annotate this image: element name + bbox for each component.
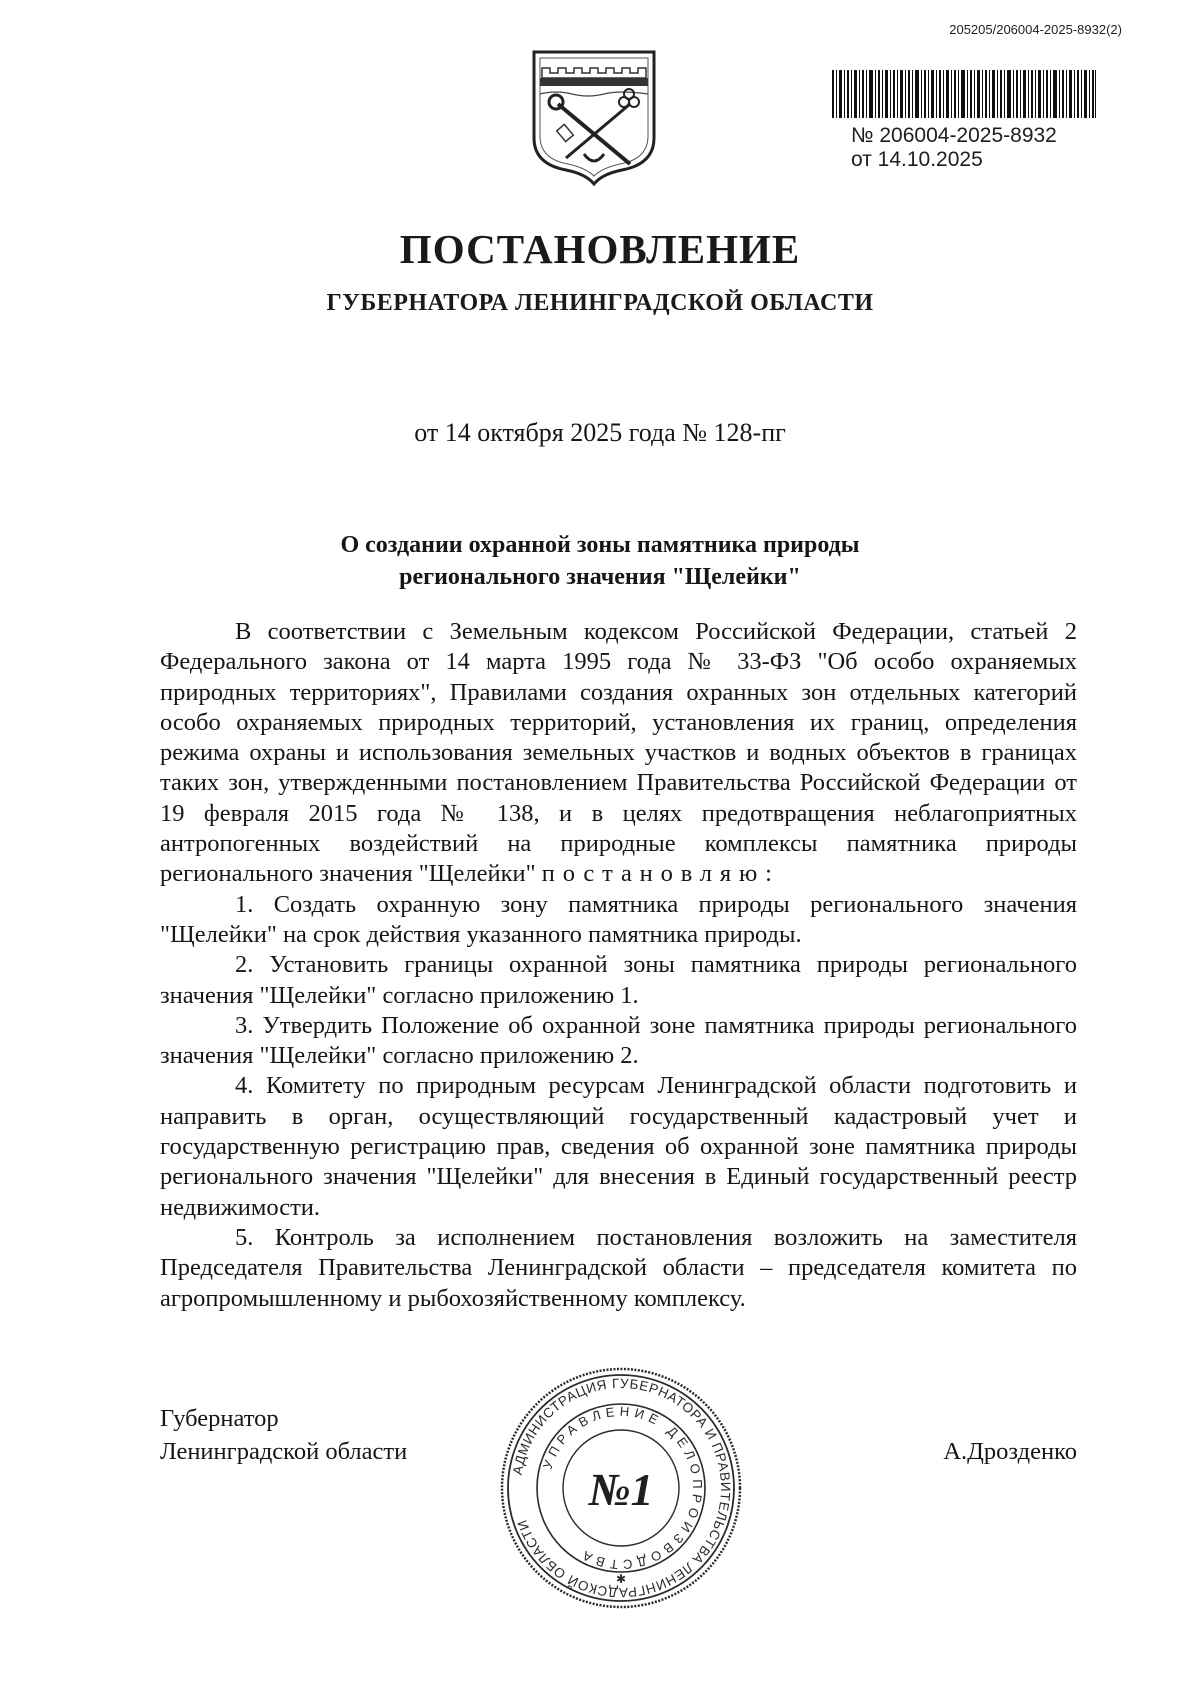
seal-outer-text: АДМИНИСТРАЦИЯ ГУБЕРНАТОРА И ПРАВИТЕЛЬСТВА ЛЕНИНГРАДСКОЙ ОБЛАСТИ [509,1375,734,1601]
seal-inner-text: УПРАВЛЕНИЕ ДЕЛОПРОИЗВОДСТВА [539,1403,706,1573]
decree-item-3: 3. Утвердить Положение об охранной зоне памятника природы регионального значения "Щелейки" согласно приложению 2. [160,1011,1077,1070]
document-subtitle: ГУБЕРНАТОРА ЛЕНИНГРАДСКОЙ ОБЛАСТИ [326,290,874,316]
decree-date-line: от 14 октября 2025 года № 128-пг [414,418,786,447]
heading-line-2: регионального значения "Щелейки" [399,564,801,590]
registration-number: № 206004-2025-8932 [851,124,1057,147]
decree-item-5: 5. Контроль за исполнением постановления возложить на заместителя Председателя Правительства Ленинградской области – председателя комитета по агропромышленному и рыбохозяйственному комплексу. [160,1223,1077,1312]
signatory-name: А.Дрозденко [943,1438,1077,1465]
decree-word: постановляю: [541,860,780,888]
decree-item-1: 1. Создать охранную зону памятника природы регионального значения "Щелейки" на срок действия указанного памятника природы. [160,890,1077,948]
registration-block [851,124,1057,172]
decree-heading [0,529,1200,593]
seal-star-icon: ✱ [615,1572,627,1586]
official-seal-stamp [498,1365,744,1611]
preamble-text: В соответствии с Земельным кодексом Российской Федерации, статьей 2 Федерального закона от 14 марта 1995 года № 33-ФЗ "Об особо охраняемых природных территориях", Правилами создания охранных зон отдельных категорий особо охраняемых природных территорий, установления их границ, определения режима охраны и использования земельных участков и водных объектов в границах таких зон, утвержденными постановлением Правительства Российской Федерации от 19 февраля 2015 года № 138, и в целях предотвращения неблагоприятных антропогенных воздействий на природные комплексы памятника природы регионального значения "Щелейки" [160,618,1077,888]
decree-item-2: 2. Установить границы охранной зоны памятника природы регионального значения "Щелейки" согласно приложению 1. [160,951,1077,1009]
signatory-position [160,1402,407,1468]
coat-of-arms-icon [526,46,662,186]
registration-date: от 14.10.2025 [851,148,983,171]
top-reference-number: 205205/206004-2025-8932(2) [949,22,1122,37]
decree-body [160,617,1077,1314]
decree-item-4: 4. Комитету по природным ресурсам Ленинградской области подготовить и направить в орган, осуществляющий государственный кадастровый учет и государственную регистрацию прав, сведения об охранной зоне памятника природы регионального значения "Щелейки" для внесения в Единый государственный реестр недвижимости. [160,1072,1077,1221]
preamble-paragraph [160,617,1077,890]
heading-line-1: О создании охранной зоны памятника природы [340,532,860,558]
document-title: ПОСТАНОВЛЕНИЕ [399,226,801,272]
barcode-icon [832,70,1096,118]
seal-center-number: №1 [588,1464,654,1515]
signatory-position-line-2: Ленинградской области [160,1438,408,1465]
signatory-position-line-1: Губернатор [160,1405,279,1432]
